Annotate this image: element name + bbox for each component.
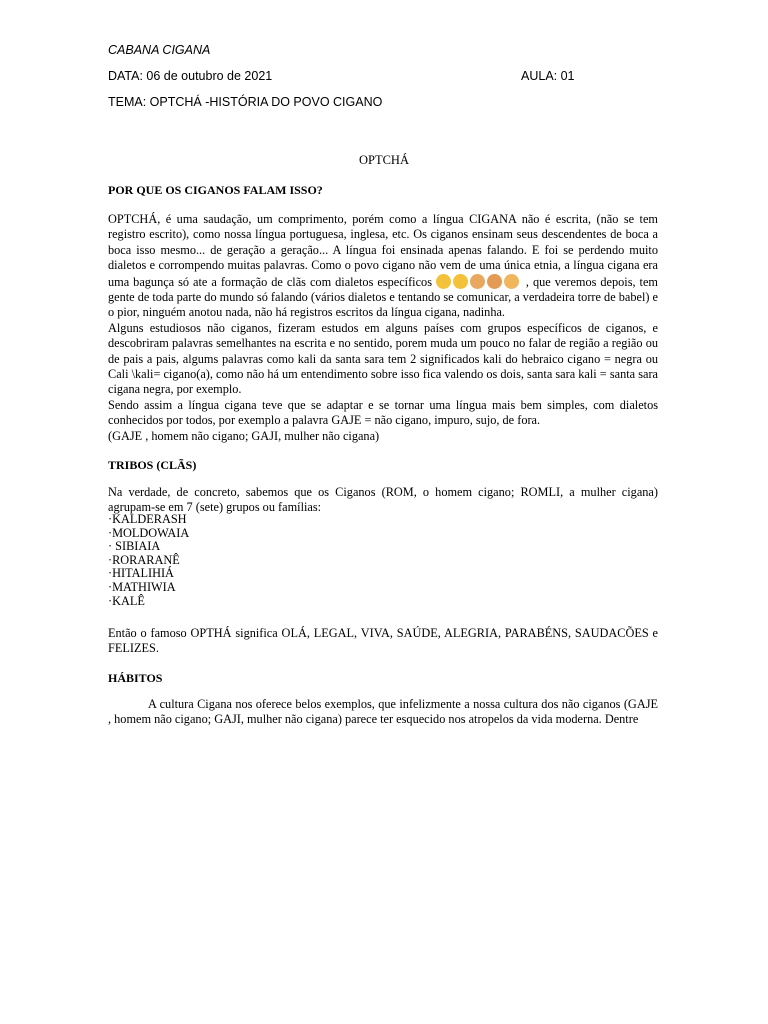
opthá-meaning: Então o famoso OPTHÁ significa OLÁ, LEGAL, VIVA, SAÚDE, ALEGRIA, PARABÉNS, SAUDACÕES e FELIZES. bbox=[108, 626, 658, 656]
document-title: OPTCHÁ bbox=[358, 153, 409, 167]
paragraph-4: (GAJE , homem não cigano; GAJI, mulher não cigana) bbox=[108, 428, 380, 443]
tribes-list bbox=[108, 513, 658, 608]
section-heading-tribes: TRIBOS (CLÃS) bbox=[108, 458, 197, 472]
woman-raising-hand-icon bbox=[487, 274, 502, 289]
person-bowing-icon bbox=[504, 274, 519, 289]
paragraph-1-end: , que veremos depois, tem gente de toda parte do mundo só falando (vários dialetos e tentando se comunicar, a verdadeira torre de babel) e o pior, ninguém anotou nada, não há registros escritos da língua cigana, nadinha. bbox=[108, 274, 659, 320]
list-item: ·KALÊ bbox=[108, 593, 145, 608]
habits-paragraph: A cultura Cigana nos oferece belos exemplos, que infelizmente a nossa cultura dos não ciganos (GAJE , homem não cigano; GAJI, mulher não cigana) parece ter esquecido nos atropelos da vida moderna. Dentre bbox=[108, 697, 658, 727]
list-item: ·RORARANÊ bbox=[108, 552, 180, 567]
paragraph-1-text: OPTCHÁ, é uma saudação, um comprimento, porém como a língua CIGANA não é escrita, (não se tem registro escrito), como nossa língua portuguesa, inglesa, etc. Os ciganos ensinam seus descendentes de boca a boca isso mesmo... de geração a geração... A língua foi ensinada apenas falando. E foi se perdendo muito dialetos e corrompendo muitas palavras. Como o povo cigano não vem de uma única etnia, a língua cigana era uma bagunça só ate a formação de clãs com dialetos específicos bbox=[108, 212, 658, 289]
section-body-why bbox=[108, 212, 658, 444]
list-item: · SIBIAIA bbox=[108, 539, 161, 554]
woman-gesturing-icon bbox=[470, 274, 485, 289]
section-heading-why: POR QUE OS CIGANOS FALAM ISSO? bbox=[108, 183, 323, 197]
paragraph-2: Alguns estudiosos não ciganos, fizeram estudos em alguns países com grupos específicos de ciganos, e descobriram palavras semelhantes na escrita e no sentido, porem muda um pouco no falar de região a região ou de pais a pais, algums palavras como kali da santa sara tem 2 significados kali do hebraico cigano = negra ou Cali \kali= cigano(a), como não há um entendimento sobre isso fica valendo os dois, santa sara kali = santa sara cigana negra, por exemplo. bbox=[108, 320, 658, 397]
paragraph-1 bbox=[108, 212, 658, 321]
list-item: ·KALDERASH bbox=[108, 512, 187, 526]
tribes-intro: Na verdade, de concreto, sabemos que os Ciganos (ROM, o homem cigano; ROMLI, a mulher cigana) agrupam-se em 7 (sete) grupos ou famílias: bbox=[108, 485, 658, 515]
list-item: ·HITALIHIÁ bbox=[108, 566, 174, 581]
thinking-face-icon bbox=[436, 274, 451, 289]
paragraph-3: Sendo assim a língua cigana teve que se adaptar e se tornar uma língua mais bem simples, com dialetos conhecidos por todos, por exemplo a palavra GAJE = não cigano, impuro, sujo, de fora. bbox=[108, 397, 658, 428]
org-name: CABANA CIGANA bbox=[108, 43, 211, 57]
section-heading-habits: HÁBITOS bbox=[108, 671, 163, 685]
list-item: ·MOLDOWAIA bbox=[108, 525, 190, 540]
aula-line: AULA: 01 bbox=[521, 69, 575, 83]
tema-line: TEMA: OPTCHÁ -HISTÓRIA DO POVO CIGANO bbox=[108, 95, 383, 109]
exploding-head-icon bbox=[453, 274, 468, 289]
date-line: DATA: 06 de outubro de 2021 bbox=[108, 69, 273, 83]
list-item: ·MATHIWIA bbox=[108, 579, 176, 594]
emoji-group bbox=[436, 275, 526, 289]
